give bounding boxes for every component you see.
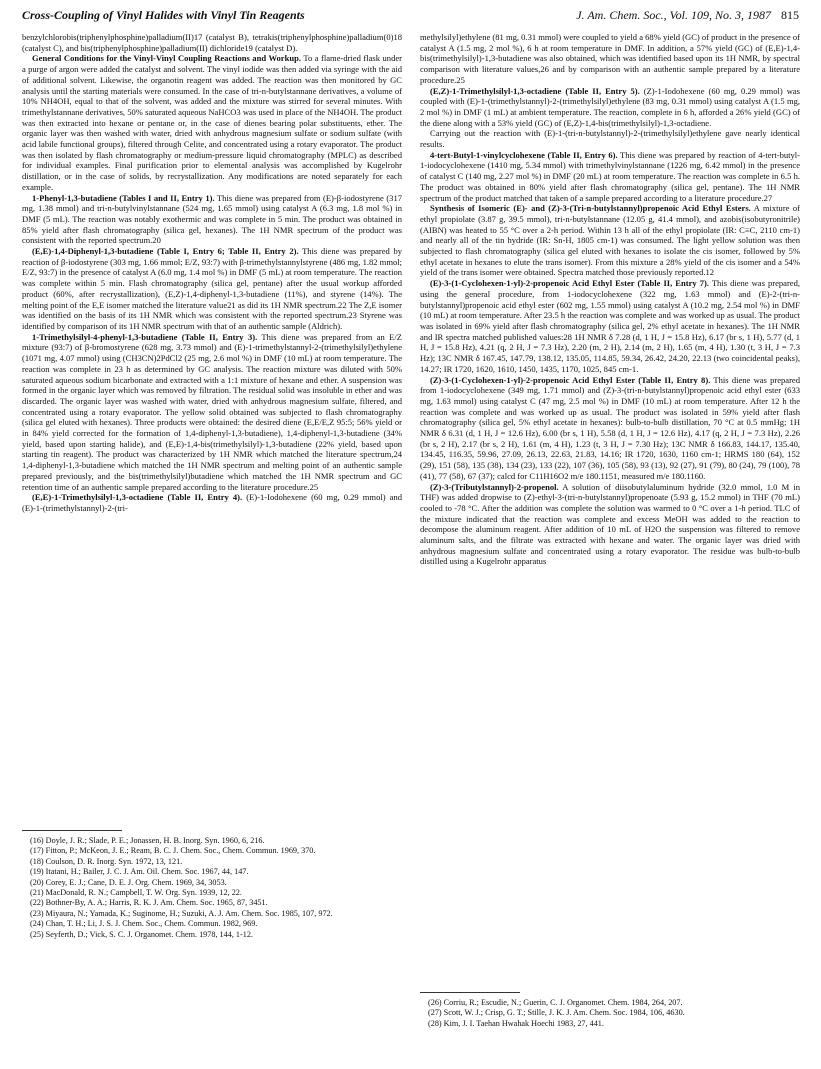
paragraph-text: This diene was prepared by reaction of 4-tert-butyl-1-iodocyclohexene (1410 mg, 5.34 mmol) with trimethylvinylstannane (1226 mg, 6.42 mmol) in the presence of catalyst C (140 mg, 2.27 mol %) in DMF (20 mL) at room temperature. The reaction was complete in 6.5 h. The product was obtained in 80% yield after flash chromatography (silica gel, pentane). The 1H NMR spectrum of the product matched that taken of a sample prepared according to a literature procedure.27: [420, 149, 800, 203]
paragraph-heading: (E,Z)-1-Trimethylsilyl-1,3-octadiene (Table II, Entry 5).: [430, 85, 640, 96]
paragraph: [22, 193, 402, 247]
footnote-rule-right: [420, 992, 520, 993]
paragraph-heading: 1-Trimethylsilyl-4-phenyl-1,3-butadiene (Table II, Entry 3).: [32, 331, 258, 342]
reference-item: (22) Bothner-By, A. A.; Harris, R. K. J. Am. Chem. Soc. 1965, 87, 3451.: [30, 898, 268, 908]
reference-item: (26) Corriu, R.; Escudie, N.; Guerin, C. J. Organomet. Chem. 1984, 264, 207.: [428, 998, 683, 1007]
paragraph-heading: 4-tert-Butyl-1-vinylcyclohexene (Table II, Entry 6).: [430, 149, 618, 160]
paragraph-text: benzylchlorobis(triphenylphosphine)palladium(II)17 (catalyst B), tetrakis(triphenylphosphine)palladium(0)18 (catalyst C), and bis(triphenylphosphine)palladium(II) dichloride19 (catalyst D).: [22, 32, 402, 53]
paragraph-text: This diene was prepared from (E)-β-iodostyrene (317 mg, 1.38 mmol) and tri-n-butylvinylstannane (524 mg, 1.65 mmol) using catalyst A (6.3 mg, 1.8 mol %) in DMF (5 mL). The reaction was notably exothermic and was complete in 5 min. The product was obtained in 85% yield after flash chromatography (silica gel, hexanes). The 1H NMR spectrum of the product was consistent with the reported spectrum.20: [22, 192, 402, 246]
reference-item: (27) Scott, W. J.; Crisp, G. T.; Stille, J. K. J. Am. Chem. Soc. 1984, 106, 4630.: [428, 1008, 685, 1018]
reference-item: (24) Chan, T. H.; Li, J. S. J. Chem. Soc., Chem. Commun. 1982, 969.: [30, 919, 258, 929]
paragraph: [420, 482, 800, 568]
paragraph-heading: Synthesis of Isomeric (E)- and (Z)-3-(Tri-n-butylstannyl)propenoic Acid Ethyl Esters.: [430, 203, 751, 214]
paragraph: [420, 278, 800, 374]
right-text-column: [420, 32, 800, 980]
paragraph: [420, 203, 800, 278]
reference-item: (18) Coulson, D. R. Inorg. Syn. 1972, 13, 121.: [30, 856, 183, 866]
paragraph: [420, 150, 800, 204]
paragraph-text: A solution of diisobutylaluminum hydride (32.0 mmol, 1.0 M in THF) was added dropwise to (Z)-ethyl-3-(tri-n-butylstannyl)propenoate (5.93 g, 15.2 mmol) in THF (70 mL) cooled to -78 °C. After the addition was complete the solution was warmed to 0 °C over a 1-h period. TLC of the mixture indicated that the reaction was complete and excess MeOH was added to the reaction to decompose the aluminum reagent. After addition of 10 mL of H2O the suspension was filtered to remove aluminum salts, and the filtrate was extracted with hexane and water. The organic layer was dried with anhydrous magnesium sulfate and concentrated using a rotary evaporator. The residue was bulb-to-bulb distilled using a Kugelrohr apparatus: [420, 481, 800, 567]
paragraph-text: This diene was prepared by reaction of β-iodostyrene (303 mg, 1.66 mmol; E/Z, 93:7) with β-trimethylstannylstyrene (486 mg, 1.82 mmol; E/Z, 93:7) in the presence of catalyst A (6.0 mg, 1.4 mol %) in DMF (5 mL) at room temperature. The reaction was complete within 5 min. Flash chromatography (silica gel, pentane) after the usual workup afforded product (60%, after recrystallization), (E,Z)-1,4-diphenyl-1,3-butadiene (11%), and styrene (14%). The melting point of the E,E isomer matched the literature value21 as did its 1H NMR spectrum.22 The Z,E isomer was identified on the basis of its 1H NMR which was consistent with the reported spectrum.23 Styrene was identified by comparison of its 1H NMR spectrum with that of an authentic sample (Aldrich).: [22, 246, 402, 331]
paragraph-text: Carrying out the reaction with (E)-1-(tri-n-butylstannyl)-2-(trimethylsilyl)ethylene gave nearly identical results.: [420, 128, 800, 150]
paragraph-heading: General Conditions for the Vinyl-Vinyl Coupling Reactions and Workup.: [32, 53, 301, 64]
reference-item: (23) Miyaura, N.; Yamada, K.; Suginome, H.; Suzuki, A. J. Am. Chem. Soc. 1985, 107, 972.: [30, 908, 333, 918]
paragraph: [22, 32, 402, 53]
page-number: 815: [781, 8, 799, 22]
paragraph: [420, 375, 800, 482]
paragraph-heading: 1-Phenyl-1,3-butadiene (Tables I and II, Entry 1).: [32, 192, 215, 203]
paragraph-heading: (Z)-3-(1-Cyclohexen-1-yl)-2-propenoic Acid Ethyl Ester (Table II, Entry 8).: [430, 374, 711, 385]
paragraph-text: A mixture of ethyl propiolate (3.87 g, 39.5 mmol), tri-n-butylstannane (12.05 g, 41.4 mmol), and azobis(isobutyronitrile) (AIBN) was heated to 55 °C over a 2-h period. Within 13 h all of the ethyl propiolate (IR: C≡C, 2110 cm-1) and nearly all of the tin hydride (IR: Sn-H, 1805 cm-1) was consumed. The light yellow solution was then subjected to flash chromatography (silica gel eluted with hexanes to isolate the cis isomer, followed by 5% ethyl acetate in hexanes to elute the trans isomer). From this mixture a 28% yield of the cis isomer and a 54% yield of the trans isomer were obtained. Spectra matched those previously reported.12: [420, 203, 800, 278]
paragraph: [22, 53, 402, 192]
paragraph-heading: (E,E)-1,4-Diphenyl-1,3-butadiene (Table I, Entry 6; Table II, Entry 2).: [32, 246, 299, 257]
paragraph-text: (E)-1-Iodohexene (60 mg, 0.29 mmol) and (E)-1-(trimethylstannyl)-2-(tri-: [22, 492, 402, 513]
reference-item: (20) Corey, E. J.; Cane, D. E. J. Org. Chem. 1969, 34, 3053.: [30, 877, 227, 887]
paragraph-text: (Z)-1-Iodohexene (60 mg, 0.29 mmol) was coupled with (E)-1-(trimethylstannyl)-2-(trimethylsilyl)ethylene (83 mg, 0.31 mmol) using catalyst A (1.5 mg, 2 mol %) in DMF (1 mL) at ambient temperature. The reaction, complete in 6 h, afforded a 26% yield (GC) of the diene along with a 53% yield (GC) of (E,Z)-1,4-bis(trimethylsilyl)-1,3-octadiene.: [420, 85, 800, 128]
paragraph: [22, 332, 402, 493]
paragraph-heading: (Z)-3-(Tributylstannyl)-2-propenol.: [430, 481, 559, 492]
paragraph: [420, 32, 800, 86]
paragraph-text: To a flame-dried flask under a purge of argon were added the catalyst and solvent. The vinyl iodide was then added via syringe with the aid of additional solvent. Likewise, the organotin reagent was added. The reaction was then monitored by GC analysis until the starting materials were consumed. In the case of tri-n-butylstannane derivatives, a volume of 10% NH4OH, equal to that of the solvent, was added and the mixture was stirred for several minutes. With trimethylstannane derivatives, 50% saturated aqueous NaHCO3 was used in place of the NH4OH. The product was then extracted into hexane or pentane or, in the case of dienes bearing polar substituents, ether. The organic layer was then washed with water, dried with anhydrous magnesium sulfate or sodium sulfate (with acid labile functional groups), filtered through Celite, and concentrated using a rotary evaporator. The product was then isolated by flash chromatography or medium-pressure liquid chromatography (MPLC) as described for individual examples. Final purification prior to elemental analysis was accomplished by Kugelrohr distillation, or in the case of solids, by recrystallization. Any modifications are noted separately for each example.: [22, 53, 402, 192]
paragraph-text: This diene was prepared from an E/Z mixture (93:7) of β-bromostyrene (628 mg, 3.73 mmol) and (E)-1-trimethylstannyl-2-(trimethylsilyl)ethylene (1071 mg, 4.07 mmol) using (CH3CN)2PdCl2 (25 mg, 2.6 mol %) in DMF (10 mL) at room temperature. The reaction was complete in 23 h as determined by GC analysis. The reaction mixture was diluted with 50% saturated aqueous sodium bicarbonate and extracted with a 1:1 mixture of hexane and ether. A suspension was formed in the organic layer which was removed by filtration. The residual solid was insoluble in ether and was discarded. The organic layer was washed with water, dried with anhydrous magnesium sulfate, filtered, and concentrated using a rotary evaporator. The yellow solid obtained was subjected to flash chromatography (silica gel eluted with hexanes). Three products were obtained: the desired diene (E,E/E,Z 95:5; 56% yield or in 84% yield corrected for the formation of 1,4-diphenyl-1,3-butadiene), 1,4-diphenyl-1,3-butadiene (34% yield, based upon starting halide), and (E,E)-1,4-bis(trimethylsilyl)-1,3-butadiene (22% yield, based upon starting tin reagent). The product was characterized by 1H NMR which matched the literature spectrum,24 1,4-diphenyl-1,3-butadiene which matched the 1H NMR spectrum and melting point of an authentic sample prepared previously, and the bis(trimethylsilyl)butadiene which matched the 1H NMR spectrum and GC retention time of an authentic sample prepared according to the literature procedure.25: [22, 331, 402, 492]
reference-item: (25) Seyferth, D.; Vick, S. C. J. Organomet. Chem. 1978, 144, 1-12.: [30, 929, 253, 939]
paragraph: [420, 86, 800, 129]
left-text-column: [22, 32, 402, 830]
references-left: [22, 836, 402, 940]
paragraph-heading: (E,E)-1-Trimethylsilyl-1,3-octadiene (Table II, Entry 4).: [32, 492, 243, 503]
paragraph-text: This diene was prepared from 1-iodocyclohexene (349 mg, 1.71 mmol) and (Z)-3-(tri-n-butylstannyl)propenoic acid ethyl ester (633 mg, 1.63 mmol) using catalyst C (47 mg, 2.5 mol %) in DMF (10 mL) at room temperature. After 12 h the reaction was complete and was worked up as usual. The product was isolated in 59% yield after flash chromatography (silica gel, 5% ethyl acetate in hexanes): bulb-to-bulb distillation, 70 °C at 0.5 mmHg; 1H NMR δ 6.31 (d, 1 H, J = 12.6 Hz), 6.00 (br s, 1 H), 5.58 (d, 1 H, J = 12.6 Hz), 4.17 (q, 2 H, J = 7.3 Hz), 2.26 (br s, 2 H), 2.17 (br s, 2 H), 1.61 (m, 4 H), 1.23 (t, 3 H, J = 7.30 Hz); 13C NMR δ 166.83, 144.17, 135.40, 134.45, 116.35, 59.96, 27.09, 26.13, 22.63, 21.83, 14.16; IR 1720, 1630, 1160 cm-1; HRMS 180 (64), 152 (29), 151 (58), 135 (38), 134 (23), 133 (22), 107 (36), 105 (58), 93 (13), 92 (27), 91 (79), 80 (24), 79 (100), 78 (41), 77 (58), 67 (37); calcd for C11H16O2 m/e 180.1151, measured m/e 180.1160.: [420, 374, 800, 481]
reference-item: (16) Doyle, J. R.; Slade, P. E.; Jonassen, H. B. Inorg. Syn. 1960, 6, 216.: [30, 836, 265, 845]
reference-item: (21) MacDonald, R. N.; Campbell, T. W. Org. Syn. 1939, 12, 22.: [30, 888, 242, 898]
journal-citation: [576, 8, 799, 23]
paragraph-text: This diene was prepared, using the general procedure, from 1-iodocyclohexene (322 mg, 1.63 mmol) and (E)-2-(tri-n-butylstannyl)propenoic acid ethyl ester (602 mg, 1.55 mmol) using catalyst A (10.2 mg, 2.54 mol %) in DMF (10 mL) at room temperature. After 23.5 h the reaction was complete and was worked up as usual. The product was isolated in 69% yield after flash chromatography (silica gel, 2% ethyl acetate in hexanes). The 1H NMR and IR spectra matched published values:28 1H NMR δ 7.28 (d, 1 H, J = 15.8 Hz), 6.17 (br s, 1 H), 5.77 (d, 1 H, J = 15.8 Hz), 4.21 (q, 2 H, J = 7.3 Hz), 2.20 (m, 2 H), 2.14 (m, 2 H), 1.65 (m, 4 H), 1.30 (t, 3 H, J = 7.3 Hz); 13C NMR δ 167.45, 147.79, 138.12, 135.05, 114.85, 59.34, 26.42, 24.20, 22.13 (two coincidental peaks), 14.27; IR 1720, 1620, 1610, 1450, 1435, 1170, 1025, 845 cm-1.: [420, 278, 800, 374]
footnote-rule-left: [22, 830, 122, 831]
paragraph: [420, 128, 800, 149]
journal-name: J. Am. Chem. Soc., Vol. 109, No. 3, 1987: [576, 8, 771, 22]
reference-item: (28) Kim, J. I. Taehan Hwahak Hoechi 1983, 27, 441.: [428, 1018, 604, 1028]
paragraph-heading: (E)-3-(1-Cyclohexen-1-yl)-2-propenoic Acid Ethyl Ester (Table II, Entry 7).: [430, 278, 709, 289]
page-header: [22, 8, 799, 28]
reference-item: (19) Itatani, H.; Bailer, J. C. J. Am. Oil. Chem. Soc. 1967, 44, 147.: [30, 867, 249, 877]
paragraph: [22, 246, 402, 332]
reference-item: (17) Fitton, P.; McKeon, J. E.; Ream, B. C. J. Chem. Soc., Chem. Commun. 1969, 370.: [30, 846, 316, 856]
paragraph: [22, 492, 402, 513]
references-right: [420, 998, 800, 1029]
paragraph-text: methylsilyl)ethylene (81 mg, 0.31 mmol) were coupled to yield a 68% yield (GC) of product in the presence of catalyst A (1.5 mg, 2 mol %), 6 h at room temperature in DMF. In addition, a 57% yield (GC) of (E,E)-1,4-bis(trimethylsilyl)-1,3-butadiene was also obtained, which was identified based upon its 1H NMR, by spectral comparison with literature values,26 and by comparison with an authentic sample prepared by a literature procedure.25: [420, 32, 800, 85]
running-title: Cross-Coupling of Vinyl Halides with Vinyl Tin Reagents: [22, 8, 305, 22]
